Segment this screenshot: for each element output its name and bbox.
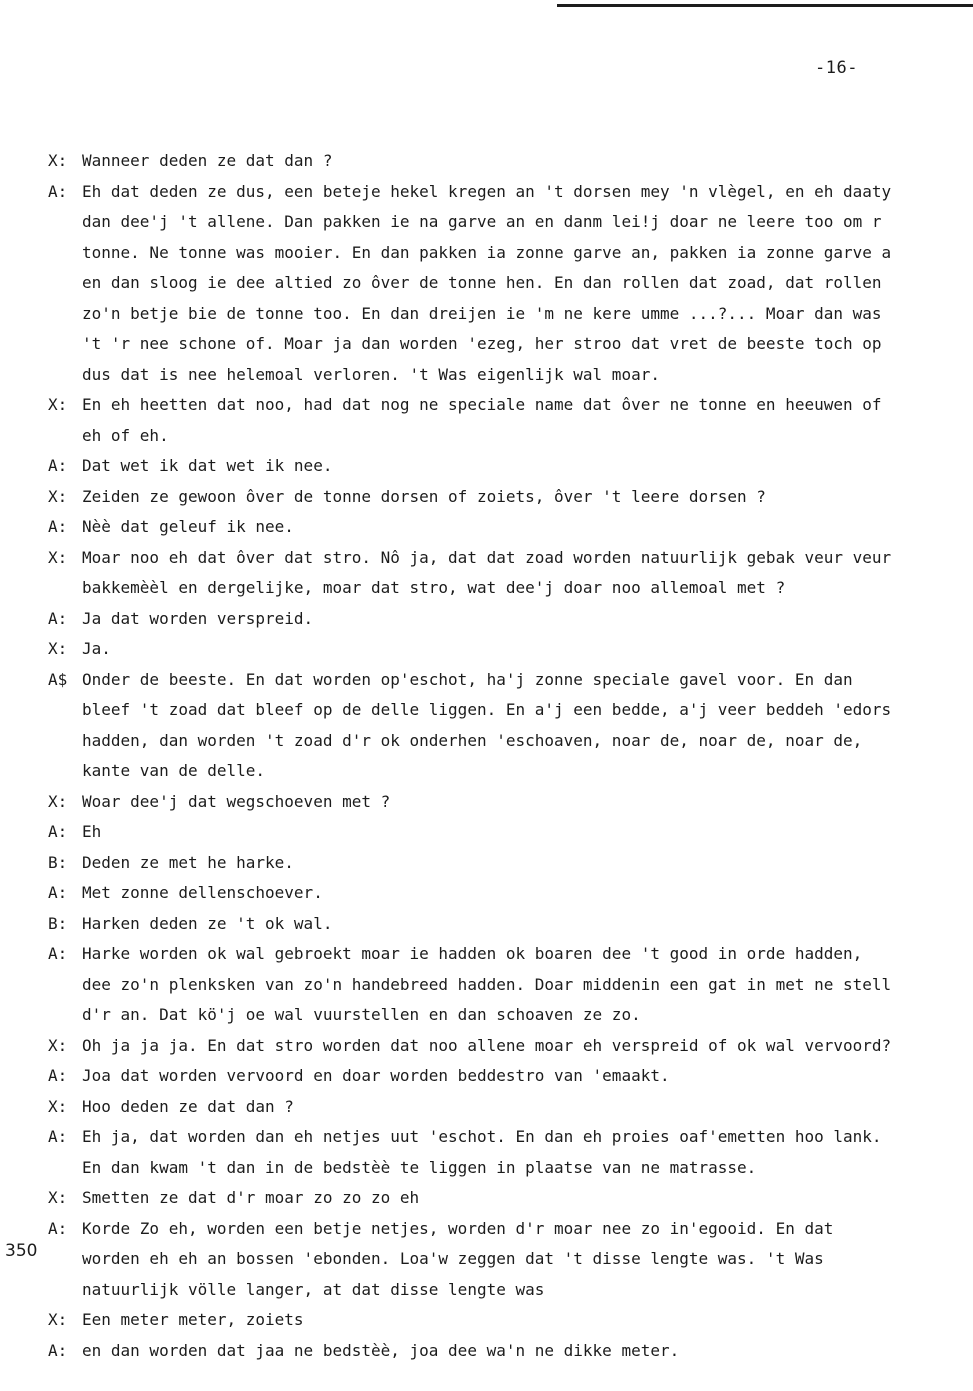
transcript-line: Eh: [82, 822, 102, 841]
transcript-turn: [48, 390, 973, 451]
transcript-line: En eh heetten dat noo, had dat nog ne speciale name dat ôver ne tonne en heeuwen of: [82, 395, 882, 414]
transcript-line: bleef 't zoad dat bleef op de delle liggen. En a'j een bedde, a'j veer beddeh 'edors: [82, 700, 892, 719]
transcript-line: dee zo'n plenksken van zo'n handebreed hadden. Doar middenin een gat in met ne stell: [82, 974, 892, 994]
interview-transcript: [48, 146, 973, 1366]
speaker-label: A:: [48, 822, 68, 841]
margin-line-number: 350: [5, 1241, 38, 1261]
transcript-line: Woar dee'j dat wegschoeven met ?: [82, 791, 391, 811]
transcript-turn: [48, 817, 973, 848]
speaker-label: X:: [48, 151, 68, 170]
transcript-turn: [48, 1214, 973, 1306]
speaker-label: A:: [48, 1218, 68, 1238]
transcript-line: En dan kwam 't dan in de bedstèè te liggen in plaatse van ne matrasse.: [82, 1157, 757, 1177]
transcript-turn: [48, 1183, 973, 1214]
top-rule: [557, 4, 973, 7]
transcript-turn: [48, 634, 973, 665]
speaker-label: A:: [48, 517, 68, 536]
transcript-line: en dan worden dat jaa ne bedstèè, joa dee wa'n ne dikke meter.: [82, 1340, 680, 1360]
speaker-label: X:: [48, 547, 68, 567]
transcript-line: Dat wet ik dat wet ik nee.: [82, 456, 333, 475]
transcript-line: Joa dat worden vervoord en doar worden beddestro van 'emaakt.: [82, 1066, 670, 1085]
transcript-line: dus dat is nee helemoal verloren. 't Was eigenlijk wal moar.: [82, 364, 660, 384]
transcript-turn: [48, 482, 973, 513]
transcript-line: natuurlijk völle langer, at dat disse lengte was: [82, 1279, 545, 1299]
page-number: -16-: [815, 58, 858, 78]
transcript-line: Eh ja, dat worden dan eh netjes uut 'eschot. En dan eh proies oaf'emetten hoo lank.: [82, 1127, 882, 1146]
speaker-label: X:: [48, 395, 68, 414]
speaker-label: A:: [48, 1127, 68, 1146]
speaker-label: X:: [48, 1035, 68, 1055]
speaker-label: X:: [48, 639, 68, 658]
transcript-line: tonne. Ne tonne was mooier. En dan pakken ia zonne garve an, pakken ia zonne garve a: [82, 242, 892, 262]
transcript-line: Zeiden ze gewoon ôver de tonne dorsen of zoiets, ôver 't leere dorsen ?: [82, 486, 766, 506]
transcript-turn: [48, 1336, 973, 1367]
transcript-turn: [48, 604, 973, 635]
transcript-turn: [48, 177, 973, 391]
transcript-line: Deden ze met he harke.: [82, 852, 294, 872]
transcript-turn: [48, 1092, 973, 1123]
transcript-turn: [48, 878, 973, 909]
speaker-label: A:: [48, 1340, 68, 1360]
transcript-turn: [48, 512, 973, 543]
speaker-label: X:: [48, 1188, 68, 1207]
transcript-turn: [48, 146, 973, 177]
transcript-line: Smetten ze dat d'r moar zo zo zo eh: [82, 1188, 420, 1207]
transcript-line: worden eh eh an bossen 'ebonden. Loa'w zeggen dat 't disse lengte was. 't Was: [82, 1249, 824, 1268]
speaker-label: B:: [48, 913, 68, 933]
transcript-line: Ja.: [82, 639, 111, 658]
transcript-line: Nèè dat geleuf ik nee.: [82, 517, 294, 536]
transcript-turn: [48, 909, 973, 940]
transcript-line: Een meter meter, zoiets: [82, 1310, 304, 1329]
transcript-line: hadden, dan worden 't zoad d'r ok onderhen 'eschoaven, noar de, noar de, noar de,: [82, 730, 863, 750]
transcript-line: eh of eh.: [82, 425, 169, 445]
speaker-label: A:: [48, 456, 68, 475]
speaker-label: X:: [48, 486, 68, 506]
speaker-label: A:: [48, 608, 68, 628]
transcript-line: en dan sloog ie dee altied zo ôver de tonne hen. En dan rollen dat zoad, dat rollen: [82, 273, 882, 292]
speaker-label: A:: [48, 181, 68, 201]
transcript-turn: [48, 787, 973, 818]
speaker-label: X:: [48, 1096, 68, 1116]
transcript-line: Oh ja ja ja. En dat stro worden dat noo allene moar eh verspreid of ok wal vervoord?: [82, 1035, 892, 1055]
transcript-turn: [48, 848, 973, 879]
transcript-line: Harken deden ze 't ok wal.: [82, 913, 333, 933]
transcript-line: 't 'r nee schone of. Moar ja dan worden 'ezeg, her stroo dat vret de beeste toch op: [82, 334, 882, 353]
transcript-line: d'r an. Dat kö'j oe wal vuurstellen en dan schoaven ze zo.: [82, 1005, 641, 1024]
transcript-line: Met zonne dellenschoever.: [82, 883, 323, 902]
speaker-label: A:: [48, 883, 68, 902]
transcript-line: Korde Zo eh, worden een betje netjes, worden d'r moar nee zo in'egooid. En dat: [82, 1218, 834, 1238]
transcript-line: Harke worden ok wal gebroekt moar ie hadden ok boaren dee 't good in orde hadden,: [82, 944, 863, 963]
speaker-label: A$: [48, 669, 68, 689]
transcript-line: bakkemèèl en dergelijke, moar dat stro, wat dee'j doar noo allemoal met ?: [82, 578, 786, 597]
speaker-label: A:: [48, 1066, 68, 1085]
transcript-line: Ja dat worden verspreid.: [82, 608, 314, 628]
speaker-label: B:: [48, 852, 68, 872]
transcript-turn: [48, 1031, 973, 1062]
transcript-line: Wanneer deden ze dat dan ?: [82, 151, 333, 170]
transcript-line: Onder de beeste. En dat worden op'eschot, ha'j zonne speciale gavel voor. En dan: [82, 669, 853, 689]
transcript-turn: [48, 451, 973, 482]
speaker-label: X:: [48, 1310, 68, 1329]
transcript-turn: [48, 939, 973, 1031]
transcript-line: Hoo deden ze dat dan ?: [82, 1096, 294, 1116]
transcript-turn: [48, 1305, 973, 1336]
transcript-turn: [48, 543, 973, 604]
transcript-turn: [48, 1122, 973, 1183]
speaker-label: A:: [48, 944, 68, 963]
transcript-turn: [48, 1061, 973, 1092]
transcript-line: kante van de delle.: [82, 761, 266, 780]
transcript-line: Moar noo eh dat ôver dat stro. Nô ja, dat dat zoad worden natuurlijk gebak veur veur: [82, 547, 892, 567]
speaker-label: X:: [48, 791, 68, 811]
transcript-line: zo'n betje bie de tonne too. En dan dreijen ie 'm ne kere umme ...?... Moar dan was: [82, 303, 882, 323]
transcript-line: Eh dat deden ze dus, een beteje hekel kregen an 't dorsen mey 'n vlègel, en eh daaty: [82, 181, 892, 201]
transcript-line: dan dee'j 't allene. Dan pakken ie na garve an en danm lei!j doar ne leere too om r: [82, 212, 882, 231]
transcript-turn: [48, 665, 973, 787]
